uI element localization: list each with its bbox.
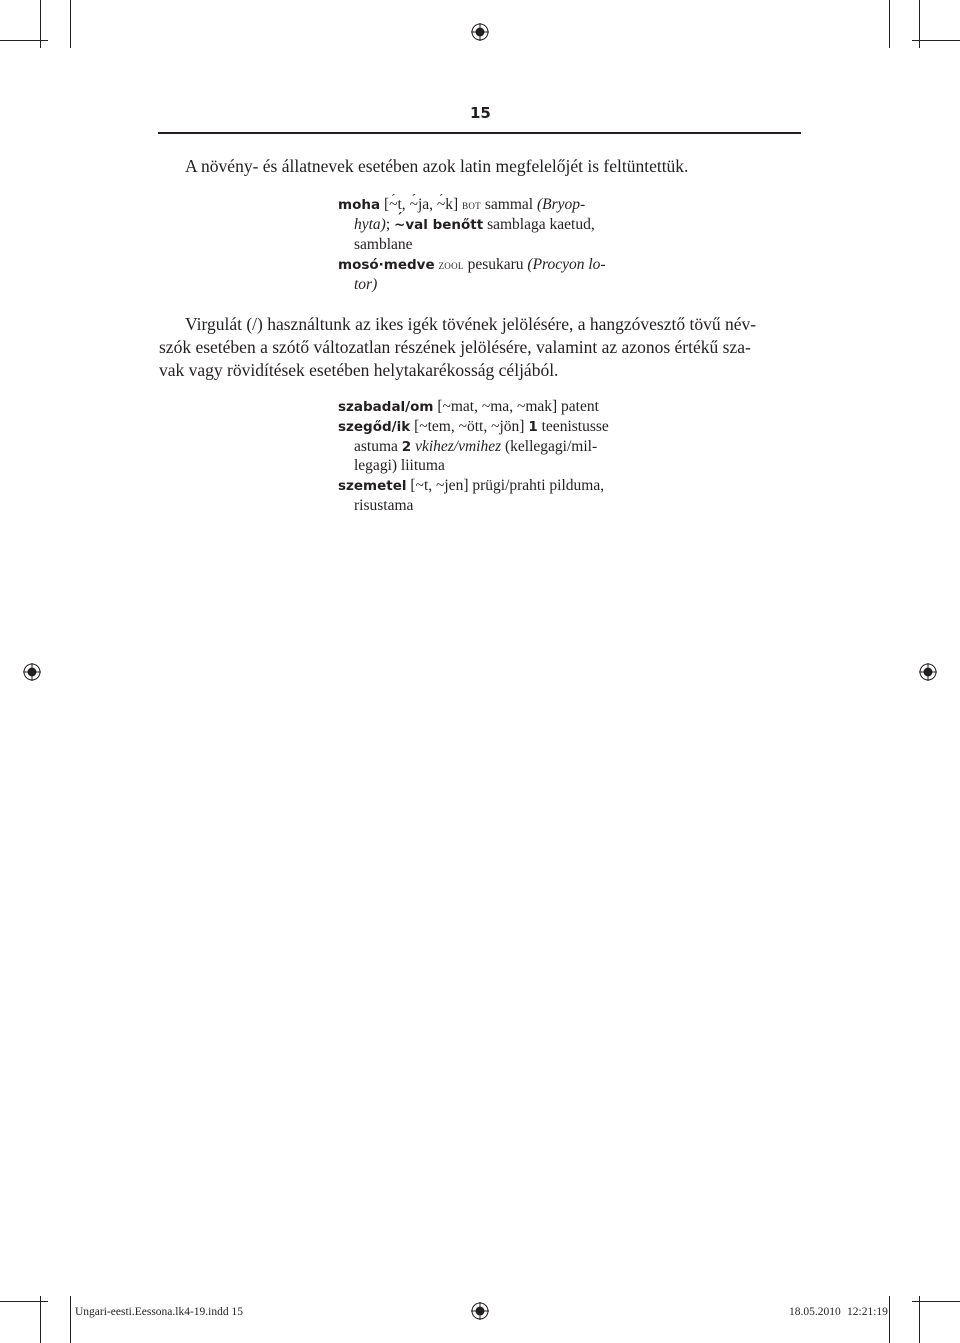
page-number: 15	[470, 104, 491, 122]
crop-mark	[0, 40, 48, 41]
crop-mark	[912, 40, 960, 41]
dictionary-entry-mosomedve: mosó·medve zool pesukaru (Procyon lo-	[338, 256, 606, 273]
slug-filename: Ungari-eesti.Eessona.lk4-19.indd 15	[75, 1306, 243, 1318]
crop-mark	[70, 1296, 71, 1343]
virgula-paragraph-line: vak vagy rövidítések esetében helytakarékosság céljából.	[159, 360, 559, 380]
crop-mark	[0, 1301, 48, 1302]
crop-mark	[912, 1301, 960, 1302]
sense-number: 1	[528, 419, 538, 435]
crop-mark	[70, 0, 71, 48]
dictionary-entry-szegodik-line3: legagi) liituma	[354, 457, 445, 474]
virgula-paragraph-line: szók esetében a szótő változatlan részének jelölésére, valamint az azonos értékű sza-	[159, 337, 751, 357]
dictionary-entry-szegodik: szegőd/ik [~tem, ~ött, ~jön] 1 teenistusse	[338, 418, 609, 435]
dictionary-entry-moha: moha [´ ~t, ´ ~ja, ´ ~k] bot sammal (Bryop-	[338, 195, 585, 216]
crop-mark	[40, 1296, 41, 1343]
slug-date: 18.05.2010	[789, 1306, 841, 1318]
registration-mark-icon	[919, 663, 937, 681]
slug-time: 12:21:19	[847, 1306, 888, 1318]
header-rule	[158, 132, 801, 134]
dictionary-entry-szegodik-line2: astuma 2 vkihez/vmihez (kellegagi/mil-	[354, 438, 598, 455]
headword: szegőd/ik	[338, 419, 411, 435]
crop-mark	[919, 1296, 920, 1343]
crop-mark	[889, 0, 890, 48]
dictionary-entry-moha-line2: hyta); ´ ~val benőtt samblaga kaetud,	[354, 215, 595, 236]
domain-label: zool	[438, 258, 464, 272]
dictionary-entry-mosomedve-line2: tor)	[354, 276, 378, 293]
registration-mark-icon	[23, 663, 41, 681]
sense-number: 2	[401, 439, 412, 455]
headword: szemetel	[338, 478, 407, 494]
headword: moha	[338, 197, 381, 213]
registration-mark-icon	[471, 23, 489, 41]
subentry: val benőtt	[405, 217, 484, 233]
domain-label: bot	[462, 198, 481, 212]
tilde-symbol: ´ ~	[389, 195, 397, 215]
virgula-paragraph-line: Virgulát (/) használtunk az ikes igék tövének jelölésére, a hangzóvesztő tövű név-	[185, 314, 757, 334]
intro-paragraph: A növény- és állatnevek esetében azok latin megfelelőjét is feltüntettük.	[185, 156, 689, 176]
headword: szabadal/om	[338, 399, 434, 415]
registration-mark-icon	[471, 1302, 489, 1320]
dictionary-entry-szemetel-line2: risustama	[354, 497, 414, 514]
dictionary-entry-szemetel: szemetel [~t, ~jen] prügi/prahti pilduma,	[338, 477, 605, 494]
crop-mark	[889, 1296, 890, 1343]
dictionary-entry-szabadalom: szabadal/om [~mat, ~ma, ~mak] patent	[338, 398, 599, 415]
headword: mosó·medve	[338, 257, 435, 273]
dictionary-entry-moha-line3: samblane	[354, 236, 413, 253]
